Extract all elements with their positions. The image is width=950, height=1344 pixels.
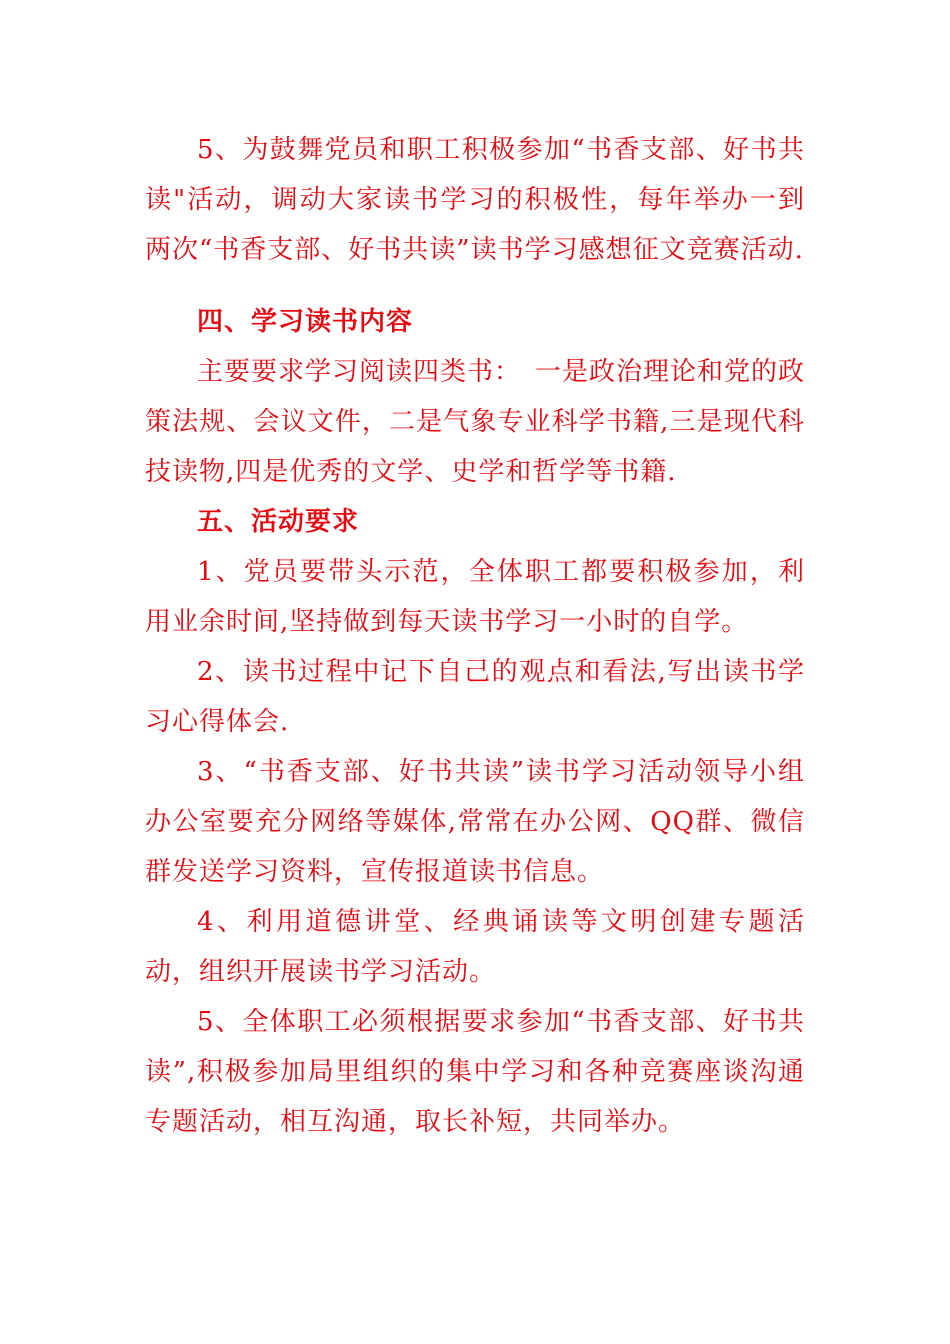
section-heading-reading-content: 四、学习读书内容 xyxy=(197,307,414,337)
section-heading-activity-requirements: 五、活动要求 xyxy=(197,507,360,537)
section-spacer xyxy=(145,275,805,297)
paragraph-reading-content: 主要要求学习阅读四类书： 一是政治理论和党的政策法规、会议文件，二是气象专业科学书籍,三是现代科技读物,四是优秀的文学、史学和哲学等书籍. xyxy=(145,357,806,487)
paragraph-intro-item-5: 5、为鼓舞党员和职工积极参加“书香支部、好书共读"活动，调动大家读书学习的积极性，每年举办一到两次“书香支部、好书共读”读书学习感想征文竞赛活动. xyxy=(145,135,805,265)
document-page xyxy=(145,125,805,1147)
requirement-item-1: 1、党员要带头示范，全体职工都要积极参加，利用业余时间,坚持做到每天读书学习一小时的自学。 xyxy=(145,557,805,637)
requirement-item-5: 5、全体职工必须根据要求参加“书香支部、好书共读”,积极参加局里组织的集中学习和各种竞赛座谈沟通专题活动，相互沟通，取长补短，共同举办。 xyxy=(145,1007,805,1137)
requirement-item-3: 3、“书香支部、好书共读”读书学习活动领导小组办公室要充分网络等媒体,常常在办公网、QQ群、微信群发送学习资料，宣传报道读书信息。 xyxy=(145,757,805,887)
requirement-item-4: 4、利用道德讲堂、经典诵读等文明创建专题活动，组织开展读书学习活动。 xyxy=(145,907,805,987)
requirement-item-2: 2、读书过程中记下自己的观点和看法,写出读书学习心得体会. xyxy=(145,657,805,737)
